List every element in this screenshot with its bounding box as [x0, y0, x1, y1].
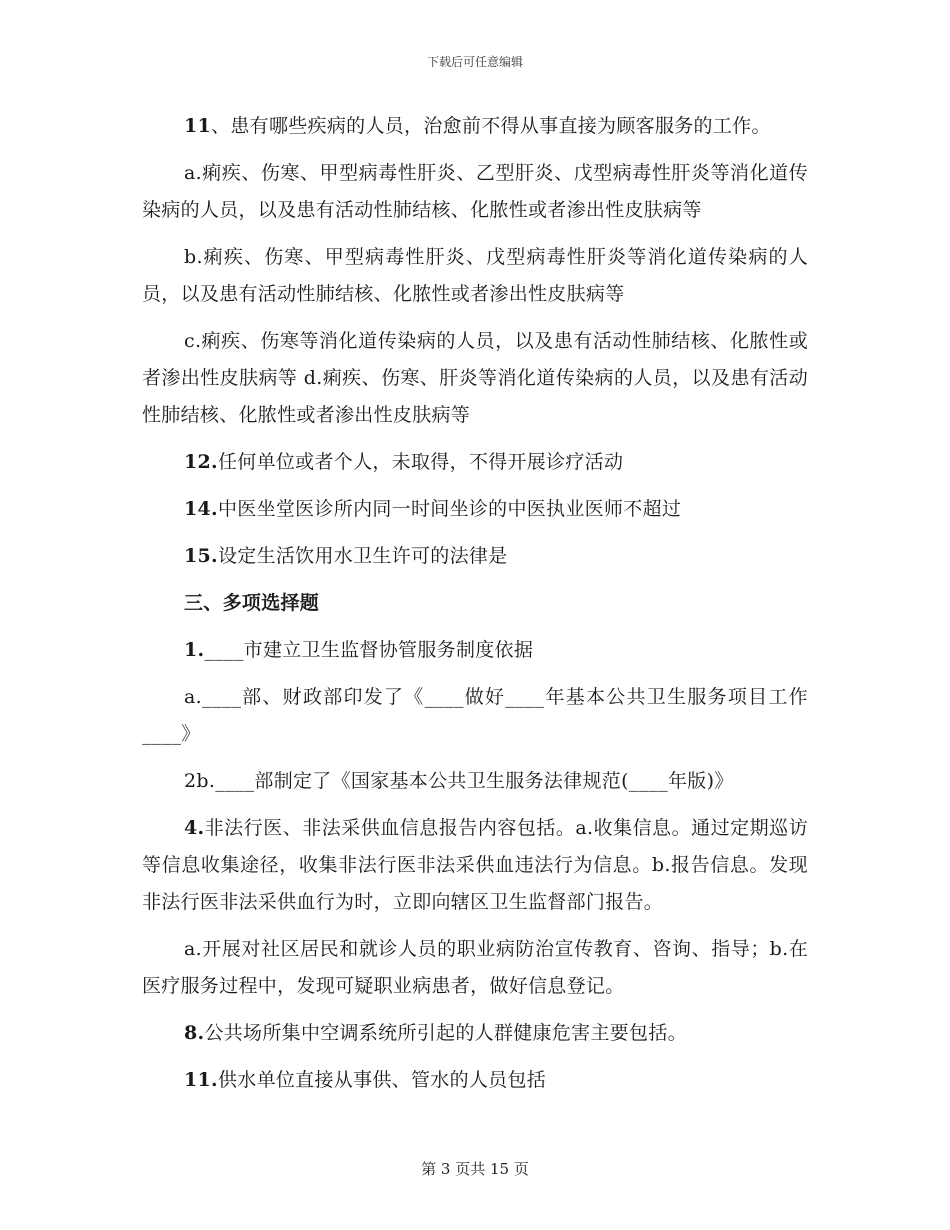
question-number: 12. — [184, 451, 218, 473]
question-paragraph — [142, 538, 808, 575]
question-paragraph — [142, 679, 808, 753]
paragraph-text: 任何单位或者个人，未取得，不得开展诊疗活动 — [217, 451, 624, 473]
paragraph-text: 设定生活饮用水卫生许可的法律是 — [217, 545, 508, 567]
question-number: 15. — [184, 545, 218, 567]
page-header-text: 下载后可任意编辑 — [426, 55, 523, 69]
question-number: 14. — [184, 498, 218, 520]
question-paragraph — [142, 155, 808, 229]
question-paragraph — [142, 632, 808, 669]
question-number: 4. — [184, 817, 205, 839]
page-number: 第 3 页共 15 页 — [421, 1160, 529, 1178]
question-number: 11. — [184, 1069, 218, 1091]
paragraph-text: c.痢疾、伤寒等消化道传染病的人员，以及患有活动性肺结核、化脓性或者渗出性皮肤病等 d.痢疾、伤寒、肝炎等消化道传染病的人员，以及患有活动性肺结核、化脓性或者渗出性皮肤病等 — [142, 330, 808, 426]
question-number: 11 — [184, 115, 212, 137]
page-footer — [0, 1158, 950, 1179]
paragraph-text: a.开展对社区居民和就诊人员的职业病防治宣传教育、咨询、指导；b.在医疗服务过程中，发现可疑职业病患者，做好信息登记。 — [142, 938, 808, 997]
paragraph-text: 非法行医、非法采供血信息报告内容包括。a.收集信息。通过定期巡访等信息收集途径，收集非法行医非法采供血违法行为信息。b.报告信息。发现非法行医非法采供血行为时，立即向辖区卫生监督部门报告。 — [142, 817, 808, 913]
paragraph-text: 三、多项选择题 — [184, 592, 320, 614]
document-body — [142, 108, 808, 1109]
paragraph-text: 2b.____部制定了《国家基本公共卫生服务法律规范(____年版)》 — [184, 770, 734, 792]
question-number: 8. — [184, 1022, 205, 1044]
paragraph-text: 中医坐堂医诊所内同一时间坐诊的中医执业医师不超过 — [217, 498, 682, 520]
paragraph-text: b.痢疾、伤寒、甲型病毒性肝炎、戊型病毒性肝炎等消化道传染病的人员，以及患有活动性肺结核、化脓性或者渗出性皮肤病等 — [142, 246, 808, 305]
paragraph-text: 、患有哪些疾病的人员，治愈前不得从事直接为顾客服务的工作。 — [211, 115, 771, 137]
question-paragraph — [142, 323, 808, 434]
paragraph-text: 供水单位直接从事供、管水的人员包括 — [217, 1069, 547, 1091]
question-paragraph — [142, 931, 808, 1005]
paragraph-text: ____市建立卫生监督协管服务制度依据 — [204, 639, 534, 661]
question-paragraph — [142, 810, 808, 921]
question-paragraph — [142, 491, 808, 528]
paragraph-text: 公共场所集中空调系统所引起的人群健康危害主要包括。 — [204, 1022, 687, 1044]
question-paragraph — [142, 1015, 808, 1052]
section-heading — [142, 585, 808, 622]
question-paragraph — [142, 763, 808, 800]
paragraph-text: a.____部、财政部印发了《____做好____年基本公共卫生服务项目工作____》 — [142, 686, 808, 745]
page-header — [0, 53, 950, 70]
question-number: 1. — [184, 639, 205, 661]
question-paragraph — [142, 239, 808, 313]
paragraph-text: a.痢疾、伤寒、甲型病毒性肝炎、乙型肝炎、戊型病毒性肝炎等消化道传染病的人员，以及患有活动性肺结核、化脓性或者渗出性皮肤病等 — [142, 162, 808, 221]
question-paragraph — [142, 108, 808, 145]
question-paragraph — [142, 1062, 808, 1099]
question-paragraph — [142, 444, 808, 481]
